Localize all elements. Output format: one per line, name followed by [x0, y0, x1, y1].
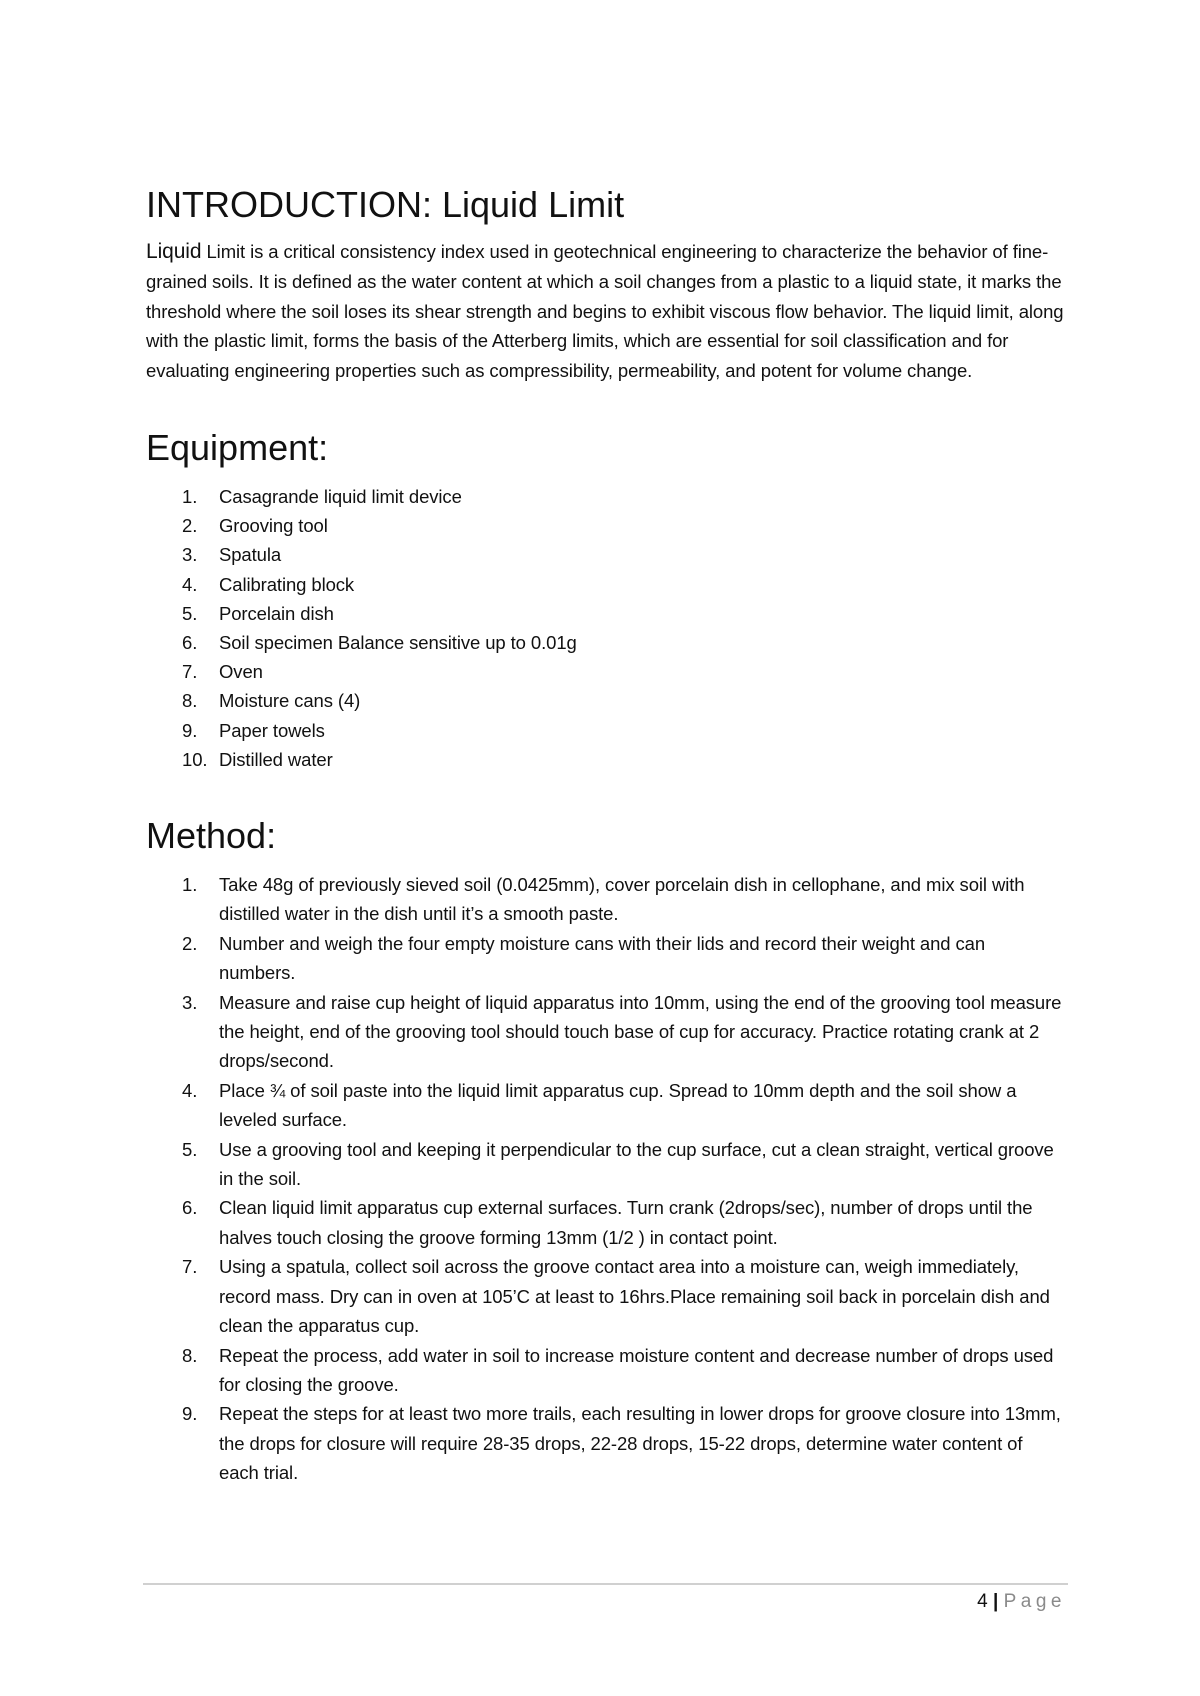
list-number: 10.: [182, 748, 208, 770]
list-number: 9.: [182, 719, 198, 741]
list-text: Porcelain dish: [219, 602, 334, 624]
list-number: 5.: [182, 602, 198, 624]
list-text: Casagrande liquid limit device: [219, 485, 462, 507]
list-number: 2.: [182, 932, 198, 954]
page-label: Page: [1003, 1591, 1066, 1612]
list-item: [146, 1193, 1066, 1252]
list-text: Measure and raise cup height of liquid apparatus into 10mm, using the end of the grooving tool measure the height, end of the grooving tool should touch base of cup for accuracy. Practice rotating crank at 2 drops/second.: [219, 991, 1062, 1072]
list-text: Paper towels: [219, 719, 325, 741]
list-number: 6.: [182, 1197, 198, 1219]
list-item: [146, 511, 1066, 540]
list-text: Calibrating block: [219, 573, 355, 595]
list-item: [146, 599, 1066, 628]
list-item: [146, 482, 1066, 511]
intro-paragraph: [146, 237, 1066, 386]
list-item: [146, 870, 1066, 929]
list-item: [146, 929, 1066, 988]
equipment-list: [146, 482, 1066, 774]
list-item: [146, 1135, 1066, 1194]
footer-divider: [143, 1583, 1068, 1585]
list-number: 7.: [182, 1256, 198, 1278]
list-text: Using a spatula, collect soil across the groove contact area into a moisture can, weigh immediately, record mass. Dry can in oven at 105’C at least to 16hrs.Place remaining soil back in porcelain dish and clean the apparatus cup.: [219, 1256, 1050, 1337]
list-number: 4.: [182, 573, 198, 595]
list-number: 8.: [182, 690, 198, 712]
list-number: 8.: [182, 1344, 198, 1366]
list-item: [146, 570, 1066, 599]
list-item: [146, 988, 1066, 1076]
list-text: Clean liquid limit apparatus cup external surfaces. Turn crank (2drops/sec), number of drops until the halves touch closing the groove forming 13mm (1/2 ) in contact point.: [219, 1197, 1033, 1248]
list-number: 1.: [182, 485, 198, 507]
list-number: 5.: [182, 1138, 198, 1160]
list-text: Place ¾ of soil paste into the liquid limit apparatus cup. Spread to 10mm depth and the soil show a leveled surface.: [219, 1079, 1017, 1131]
equipment-heading: Equipment:: [146, 426, 329, 468]
list-number: 9.: [182, 1403, 198, 1425]
list-number: 3.: [182, 991, 198, 1013]
list-text: Repeat the steps for at least two more trails, each resulting in lower drops for groove closure into 13mm, the drops for closure will require 28-35 drops, 22-28 drops, 15-22 drops, determine water content of each trial.: [219, 1403, 1061, 1484]
page-number: 4: [977, 1591, 988, 1612]
list-item: [146, 686, 1066, 715]
list-item: [146, 1076, 1066, 1135]
intro-body-text: Limit is a critical consistency index used in geotechnical engineering to characterize the behavior of fine-grained soils. It is defined as the water content at which a soil changes from a plastic to a liquid state, it marks the threshold where the soil loses its shear strength and begins to exhibit viscous flow behavior. The liquid limit, along with the plastic limit, forms the basis of the Atterberg limits, which are essential for soil classification and for evaluating engineering properties such as compressibility, permeability, and potent for volume change.: [146, 241, 1064, 382]
list-text: Spatula: [219, 544, 282, 566]
list-number: 7.: [182, 661, 198, 683]
list-item: [146, 1252, 1066, 1340]
page-footer: [977, 1589, 1066, 1615]
list-text: Soil specimen Balance sensitive up to 0.01g: [219, 632, 577, 653]
list-text: Oven: [219, 661, 263, 683]
list-text: Use a grooving tool and keeping it perpendicular to the cup surface, cut a clean straight, vertical groove in the soil.: [219, 1138, 1054, 1190]
method-heading: Method:: [146, 815, 277, 857]
intro-lead-word: Liquid: [146, 240, 202, 263]
list-item: [146, 657, 1066, 686]
list-text: Grooving tool: [219, 515, 328, 537]
list-item: [146, 1341, 1066, 1400]
list-number: 3.: [182, 544, 198, 566]
list-item: [146, 716, 1066, 745]
method-list: [146, 870, 1066, 1488]
list-text: Distilled water: [219, 748, 333, 770]
list-text: Repeat the process, add water in soil to increase moisture content and decrease number of drops used for closing the groove.: [219, 1344, 1054, 1395]
list-text: Take 48g of previously sieved soil (0.0425mm), cover porcelain dish in cellophane, and mix soil with distilled water in the dish until it’s a smooth paste.: [219, 874, 1025, 925]
list-number: 4.: [182, 1079, 198, 1101]
list-number: 2.: [182, 515, 198, 537]
list-item: [146, 540, 1066, 569]
list-text: Number and weigh the four empty moisture cans with their lids and record their weight and can numbers.: [219, 932, 986, 984]
list-text: Moisture cans (4): [219, 690, 361, 712]
page-content: [146, 183, 1066, 1488]
list-item: [146, 1399, 1066, 1487]
list-item: [146, 628, 1066, 657]
footer-separator: |: [993, 1591, 999, 1612]
list-number: 1.: [182, 874, 198, 896]
list-number: 6.: [182, 632, 198, 653]
intro-heading: INTRODUCTION: Liquid Limit: [146, 184, 625, 225]
list-item: [146, 745, 1066, 774]
